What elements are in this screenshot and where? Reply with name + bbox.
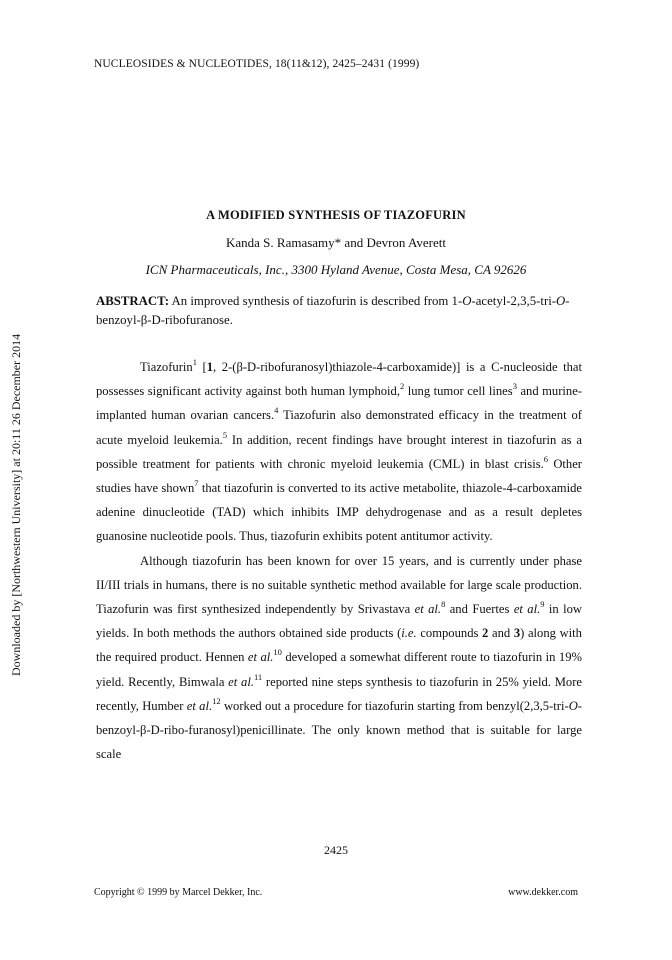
text: In addition, recent findings have brought interest in tiazofurin as a possible treatment for patients with chronic myeloid leukemia (CML) in blast crisis. — [96, 432, 582, 471]
abstract-italic: O — [556, 294, 566, 308]
page-number: 2425 — [324, 843, 348, 857]
reference: 10 — [273, 647, 282, 658]
abstract-text: -acetyl-2,3,5-tri- — [471, 294, 557, 308]
paper-title: A MODIFIED SYNTHESIS OF TIAZOFURIN — [206, 208, 466, 222]
copyright: Copyright © 1999 by Marcel Dekker, Inc. — [94, 887, 263, 898]
download-notice — [8, 290, 24, 676]
reference: 9 — [540, 599, 545, 610]
compound-number: 1 — [206, 360, 214, 374]
reference: 11 — [253, 671, 263, 682]
compound-number: 3 — [513, 626, 521, 641]
text: and Fuertes — [445, 602, 514, 617]
text: Tiazofurin — [140, 360, 193, 374]
text: Although tiazofurin has been known for over 15 years, and is currently under phase II/III trials in humans, there is no suitable synthetic method available for large scale production. Tiazofurin was first synthesized independently by Srivastava — [96, 553, 582, 617]
ie: i.e. — [401, 626, 417, 641]
reference: 2 — [399, 381, 405, 392]
paragraph-1 — [96, 355, 582, 549]
text: compounds — [416, 626, 483, 641]
reference: 12 — [212, 695, 221, 706]
reference: 6 — [543, 453, 548, 464]
reference: 3 — [512, 381, 517, 392]
reference: 5 — [222, 429, 228, 440]
et-al: et al. — [414, 602, 442, 617]
et-al: et al. — [513, 602, 541, 617]
reference: 1 — [192, 357, 197, 367]
text: that tiazofurin is converted to its active metabolite, thiazole-4-carboxamide adenine dinucleotide (TAD) which inhibits IMP dehydrogenase and as a result depletes guanosine nucleotide pools. Thus, tiazofurin exhibits potent antitumor activity. — [96, 481, 582, 544]
journal-header: NUCLEOSIDES & NUCLEOTIDES, 18(11&12), 2425–2431 (1999) — [94, 58, 420, 70]
text: worked out a procedure for tiazofurin starting from benzyl(2,3,5-tri- — [220, 698, 569, 713]
abstract — [96, 292, 584, 330]
text: reported nine steps synthesis to tiazofurin in 25% yield. More recently, Humber — [96, 674, 582, 713]
text: Other studies have shown — [96, 456, 582, 496]
text: and — [488, 626, 514, 641]
et-al: et al. — [247, 650, 274, 665]
text: and murine-implanted human ovarian cancers. — [96, 384, 582, 423]
text: ) along with the required product. Hennen — [96, 626, 582, 665]
download-notice-text: Downloaded by [Northwestern University] at 20:11 26 December 2014 — [9, 333, 23, 676]
abstract-italic: O — [462, 294, 472, 308]
text: developed a somewhat different route to tiazofurin in 19% yield. Recently, Bimwala — [96, 650, 582, 689]
text: in low yields. In both methods the authors obtained side products ( — [96, 602, 583, 641]
body-text — [96, 355, 582, 766]
reference: 7 — [194, 478, 199, 489]
abstract-text: An improved synthesis of tiazofurin is described from 1- — [169, 294, 463, 308]
text: lung tumor cell lines — [404, 384, 513, 399]
et-al: et al. — [186, 698, 213, 713]
abstract-label: ABSTRACT: — [96, 294, 170, 308]
et-al: et al. — [228, 674, 254, 689]
text: , 2-(β-D-ribofuranosyl)thiazole-4-carboxamide)] is a C-nucleoside that possesses significant activity against both human lymphoid, — [96, 360, 582, 399]
reference: 4 — [274, 405, 279, 416]
publisher-website: www.dekker.com — [508, 887, 578, 898]
text: -benzoyl-β-D-ribo-furanosyl)penicillinate. The only known method that is suitable for large scale — [96, 698, 582, 762]
abstract-text: -benzoyl-β-D-ribofuranose. — [96, 294, 570, 327]
italic-o: O — [568, 698, 578, 713]
authors: Kanda S. Ramasamy* and Devron Averett — [226, 235, 446, 250]
text: [ — [196, 360, 207, 374]
affiliation: ICN Pharmaceuticals, Inc., 3300 Hyland Avenue, Costa Mesa, CA 92626 — [145, 262, 527, 277]
paragraph-2 — [96, 549, 582, 767]
text: Tiazofurin also demonstrated efficacy in the treatment of acute myeloid leukemia. — [96, 408, 582, 447]
compound-number: 2 — [482, 626, 489, 641]
reference: 8 — [441, 599, 446, 610]
